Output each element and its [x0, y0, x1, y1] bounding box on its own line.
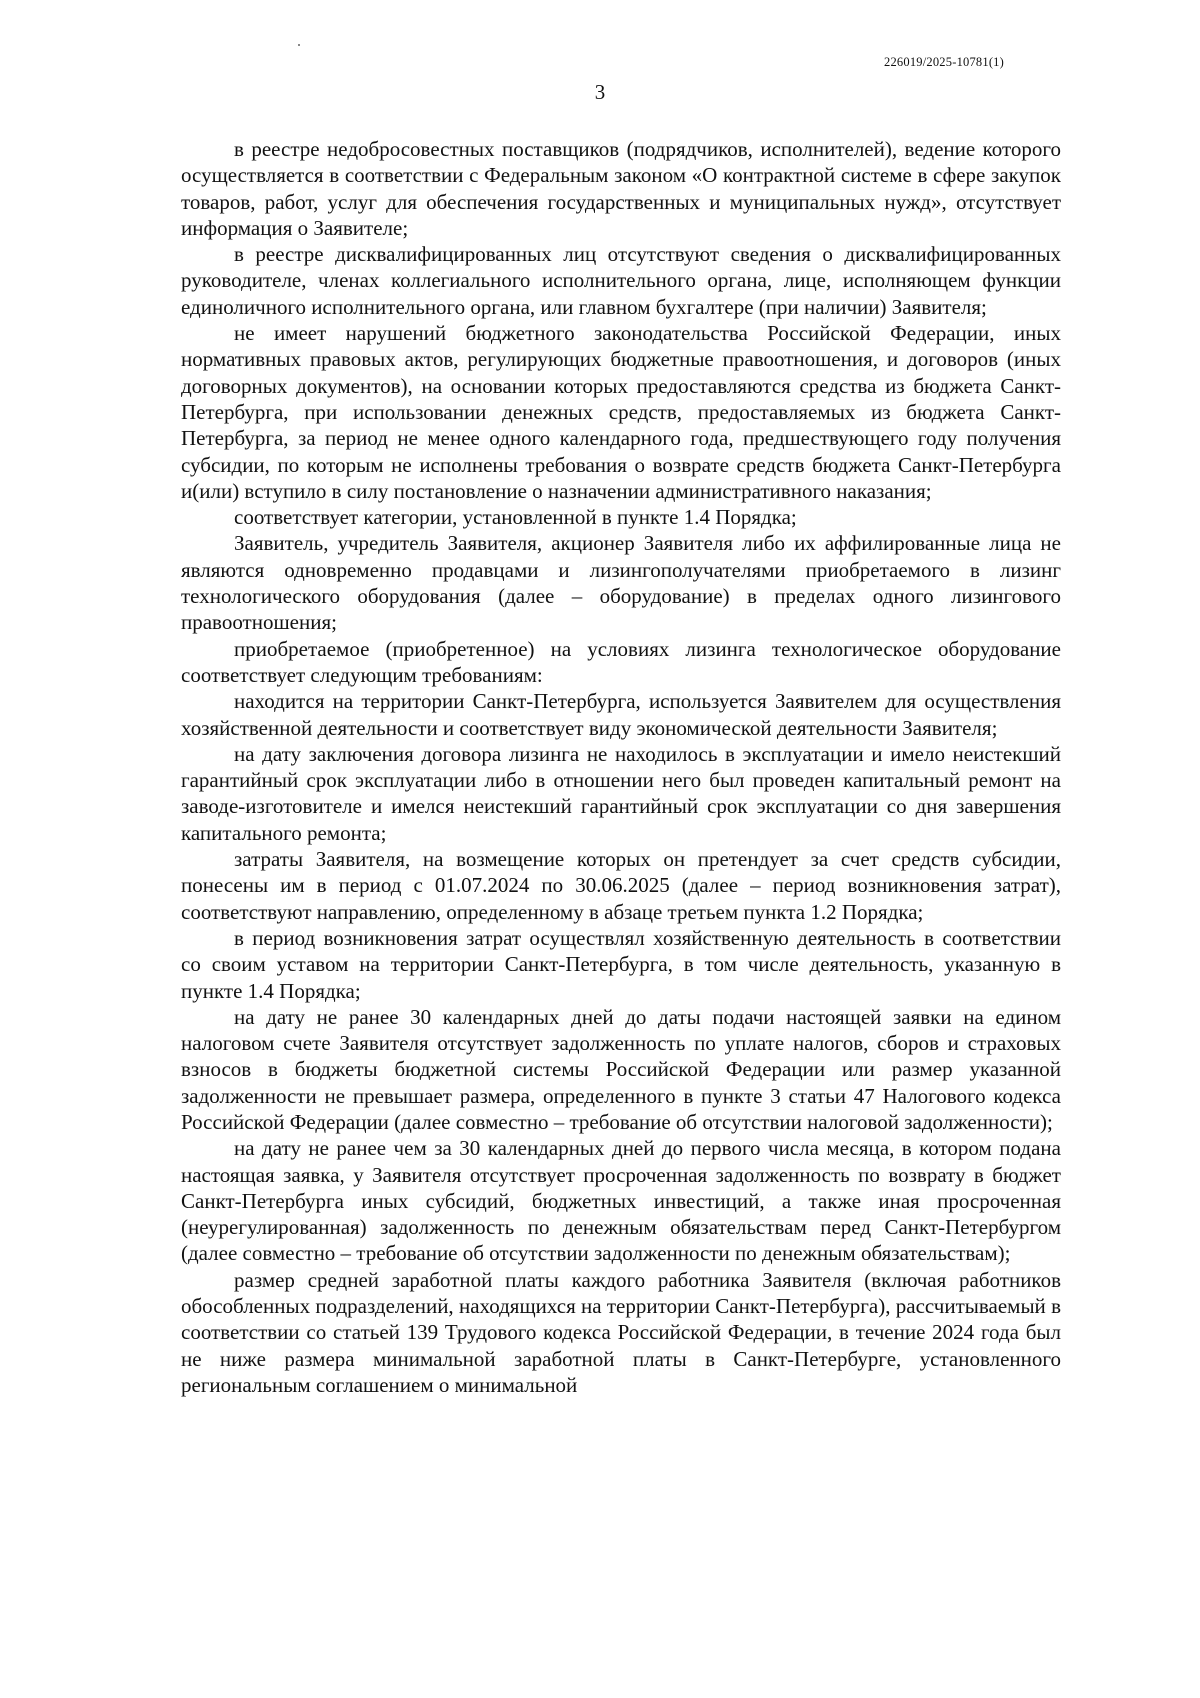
document-number: 226019/2025-10781(1) [884, 55, 1004, 69]
paragraph-overdue-debt: на дату не ранее чем за 30 календарных дней до первого числа месяца, в котором подана настоящая заявка, у Заявителя отсутствует просроченная задолженность по возврату в бюджет Санкт-Петербурга иных субсидий, бюджетных инвестиций, а также иная просроченная (неурегулированная) задолженность по денежным обязательствам перед Санкт-Петербургом (далее совместно – требование об отсутствии задолженности по денежным обязательствам); [181, 1136, 1061, 1266]
document-body [181, 136, 1061, 1398]
paragraph-category: соответствует категории, установленной в пункте 1.4 Порядка; [234, 505, 797, 530]
paragraph-equipment-requirements: приобретаемое (приобретенное) на условиях лизинга технологическое оборудование соответствует следующим требованиям: [181, 636, 1061, 687]
paragraph-affiliated-persons: Заявитель, учредитель Заявителя, акционер Заявителя либо их аффилированные лица не являются одновременно продавцами и лизингополучателями приобретаемого в лизинг технологического оборудования (далее – оборудование) в пределах одного лизингового правоотношения; [181, 531, 1061, 635]
paragraph-tax-debt: на дату не ранее 30 календарных дней до даты подачи настоящей заявки на едином налоговом счете Заявителя отсутствует задолженность по уплате налогов, сборов и страховых взносов в бюджеты бюджетной системы Российской Федерации или размер указанной задолженности не превышает размера, определенного в пункте 3 статьи 47 Налогового кодекса Российской Федерации (далее совместно – требование об отсутствии налоговой задолженности); [181, 1004, 1061, 1134]
paragraph-business-activity: в период возникновения затрат осуществлял хозяйственную деятельность в соответствии со своим уставом на территории Санкт-Петербурга, в том числе деятельность, указанную в пункте 1.4 Порядка; [181, 925, 1061, 1003]
paragraph-average-salary: размер средней заработной платы каждого работника Заявителя (включая работников обособленных подразделений, находящихся на территории Санкт-Петербурга), рассчитываемый в соответствии со статьей 139 Трудового кодекса Российской Федерации, в течение 2024 года был не ниже размера минимальной заработной платы в Санкт-Петербурге, установленного региональным соглашением о минимальной [181, 1267, 1061, 1397]
paragraph-equipment-warranty: на дату заключения договора лизинга не находилось в эксплуатации и имело неистекший гарантийный срок эксплуатации либо в отношении него был проведен капитальный ремонт на заводе-изготовителе и имелся неистекший гарантийный срок эксплуатации со дня завершения капитального ремонта; [181, 741, 1061, 845]
paragraph-unfair-suppliers-registry: в реестре недобросовестных поставщиков (подрядчиков, исполнителей), ведение которого осуществляется в соответствии с Федеральным законом «О контрактной системе в сфере закупок товаров, работ, услуг для обеспечения государственных и муниципальных нужд», отсутствует информация о Заявителе; [181, 137, 1061, 240]
paragraph-costs-period: затраты Заявителя, на возмещение которых он претендует за счет средств субсидии, понесены им в период с 01.07.2024 по 30.06.2025 (далее – период возникновения затрат), соответствуют направлению, определенному в абзаце третьем пункта 1.2 Порядка; [181, 847, 1061, 924]
paragraph-equipment-location: находится на территории Санкт-Петербурга, используется Заявителем для осуществления хозяйственной деятельности и соответствует виду экономической деятельности Заявителя; [181, 689, 1061, 740]
paragraph-disqualified-persons-registry: в реестре дисквалифицированных лиц отсутствуют сведения о дисквалифицированных руководителе, членах коллегиального исполнительного органа, лице, исполняющем функции единоличного исполнительного органа, или главном бухгалтере (при наличии) Заявителя; [181, 242, 1061, 319]
scan-speck [298, 44, 300, 46]
paragraph-budget-violations: не имеет нарушений бюджетного законодательства Российской Федерации, иных нормативных правовых актов, регулирующих бюджетные правоотношения, и договоров (иных договорных документов), на основании которых предоставляются средства из бюджета Санкт-Петербурга, при использовании денежных средств, предоставляемых из бюджета Санкт-Петербурга, за период не менее одного календарного года, предшествующего году получения субсидии, по которым не исполнены требования о возврате средств бюджета Санкт-Петербурга и(или) вступило в силу постановление о назначении административного наказания; [181, 321, 1061, 503]
page-number: 3 [594, 80, 606, 104]
